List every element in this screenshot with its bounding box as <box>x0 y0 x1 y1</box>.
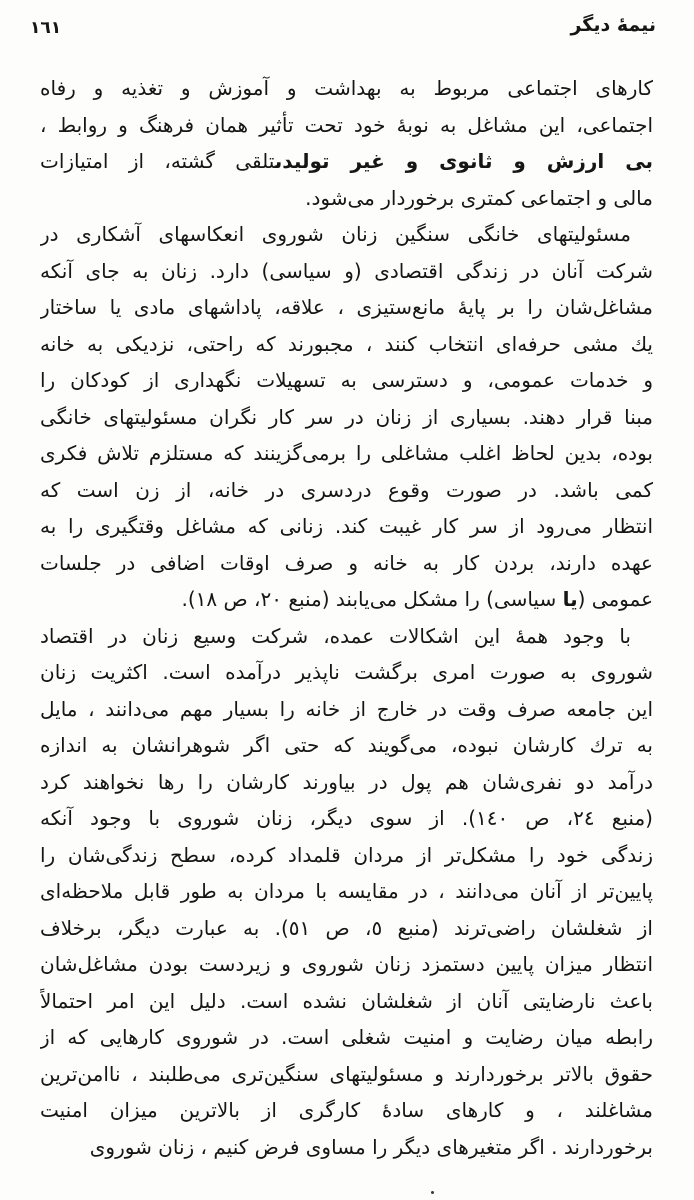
running-title: نيمهٔ ديگر <box>570 14 656 36</box>
text-segment: (منبع ٢٤، ص ١٤٠). از سوى ديگر، زنان شوروى با وجود آنكه <box>40 806 653 830</box>
text-line <box>40 253 653 290</box>
text-line <box>40 837 653 874</box>
page-header <box>0 14 694 48</box>
text-line <box>40 727 653 764</box>
text-line <box>40 362 653 399</box>
text-line <box>40 180 653 217</box>
text-segment: شركت آنان در زندگى اقتصادى (و سياسى) دارد. زنان به جاى آنكه <box>40 258 653 283</box>
text-segment: باعث نارضايتى آنان از شغلشان نشده است. دليل اين امر احتمالاً <box>40 988 653 1013</box>
text-line <box>40 946 653 983</box>
bold-phrase: بى ارزش و ثانوى و غير توليدى <box>274 149 653 173</box>
text-line <box>40 910 653 947</box>
text-line <box>40 399 653 436</box>
page-number: ١٦١ <box>30 18 62 38</box>
text-segment: كمى باشد. در صورت وقوع دردسرى در خانه، از زن است كه <box>40 477 653 502</box>
text-segment: به ترك كارشان نبوده، مى‌گويند كه حتى اگر شوهرانشان به اندازه <box>40 733 653 757</box>
text-segment: با وجود همهٔ اين اشكالات عمده، شركت وسيع زنان در اقتصاد <box>40 623 631 648</box>
text-line <box>40 618 653 655</box>
text-segment: حقوق بالاتر برخوردارند و مسئوليتهاى سنگين‌ترى مى‌طلبند ، ناامن‌ترين <box>40 1061 653 1086</box>
bold-phrase: يا <box>562 587 578 611</box>
text-line <box>40 70 653 107</box>
text-line <box>40 691 653 728</box>
text-line <box>40 581 653 618</box>
text-line <box>40 289 653 326</box>
paragraph <box>40 70 653 216</box>
text-segment: بوده، بدين لحاظ اغلب مشاغلى را برمى‌گزينند كه مستلزم تلاش فكرى <box>40 441 653 465</box>
text-segment: انتظار مى‌رود از سر كار غيبت كند. زنانى كه مشاغل وقتگيرى را به <box>40 514 653 538</box>
text-line <box>40 1092 653 1129</box>
text-line <box>40 326 653 363</box>
text-line <box>40 545 653 582</box>
text-segment: پايين‌تر از آنان مى‌دانند ، در مقايسه با مردان به طور قابل ملاحظه‌اى <box>40 879 653 903</box>
text-line <box>40 983 653 1020</box>
text-segment: تلقى گشته، از امتيازات <box>40 149 275 173</box>
scan-speck-dot <box>431 1191 434 1194</box>
text-line <box>40 764 653 801</box>
text-line <box>40 1129 653 1166</box>
text-line <box>40 1019 653 1056</box>
text-line <box>40 800 653 837</box>
text-line <box>40 472 653 509</box>
text-segment: سياسى) را مشكل مى‌يابند (منبع ٢٠، ص ١٨). <box>181 587 563 611</box>
text-segment: عهده دارند، بردن كار به خانه و صرف اوقات اضافى در جلسات <box>40 550 653 575</box>
text-line <box>40 508 653 545</box>
text-segment: انتظار ميزان پايين دستمزد زنان شوروى و زيردست بودن مشاغل‌شان <box>40 952 653 976</box>
text-line <box>40 873 653 910</box>
text-segment: اين جامعه صرف وقت در خارج از خانه را بسيار مهم مى‌دانند ، مايل <box>40 696 653 721</box>
text-segment: شوروى به صورت امرى برگشت ناپذير درآمده است. اكثريت زنان <box>40 660 653 684</box>
text-segment: مشاغل‌شان را بر پايهٔ مانع‌ستيزى ، علاقه، پاداشهاى مادى يا ساختار <box>40 295 653 319</box>
text-segment: مسئوليتهاى خانگى سنگين زنان شوروى انعكاسهاى آشكارى در <box>40 222 631 246</box>
text-segment: و خدمات عمومى، و دسترسى به تسهيلات نگهدارى از كودكان را <box>40 368 653 392</box>
paragraph <box>40 618 653 1166</box>
text-segment: اجتماعى، اين مشاغل به نوبهٔ خود تحت تأثير همان فرهنگ و روابط ، <box>40 112 653 137</box>
text-line <box>40 216 653 253</box>
text-segment: مشاغلند ، و كارهاى سادهٔ كارگرى از بالاترين ميزان امنيت <box>40 1098 653 1122</box>
text-line <box>40 143 653 180</box>
paragraph <box>40 216 653 618</box>
text-segment: مبنا قرار دهند. بسيارى از زنان در سر كار نگران مسئوليتهاى خانگى <box>40 404 653 429</box>
text-segment: درآمد دو نفرى‌شان هم پول در بياورند كارشان را رها نخواهند كرد <box>40 769 653 794</box>
text-segment: رابطه ميان رضايت و امنيت شغلى است. در شوروى كارهايى كه از <box>40 1025 653 1049</box>
body-text <box>40 70 653 1165</box>
text-segment: برخوردارند . اگر متغيرهاى ديگر را مساوى فرض كنيم ، زنان شوروى <box>89 1134 653 1159</box>
text-segment: يك مشى حرفه‌اى انتخاب كنند ، مجبورند كه راحتى، نزديكى به خانه <box>40 331 653 356</box>
text-segment: عمومى ( <box>577 587 653 611</box>
text-line <box>40 654 653 691</box>
text-segment: زندگى خود را مشكل‌تر از مردان قلمداد كرده، سطح زندگى‌شان را <box>40 842 653 867</box>
text-segment: كارهاى اجتماعى مربوط به بهداشت و آموزش و تغذيه و رفاه <box>40 76 653 100</box>
text-segment: از شغلشان راضى‌ترند (منبع ٥، ص ٥١). به عبارت ديگر، برخلاف <box>40 915 653 940</box>
text-line <box>40 435 653 472</box>
text-line <box>40 107 653 144</box>
text-segment: مالى و اجتماعى كمترى برخوردار مى‌شود. <box>305 185 653 210</box>
text-line <box>40 1056 653 1093</box>
